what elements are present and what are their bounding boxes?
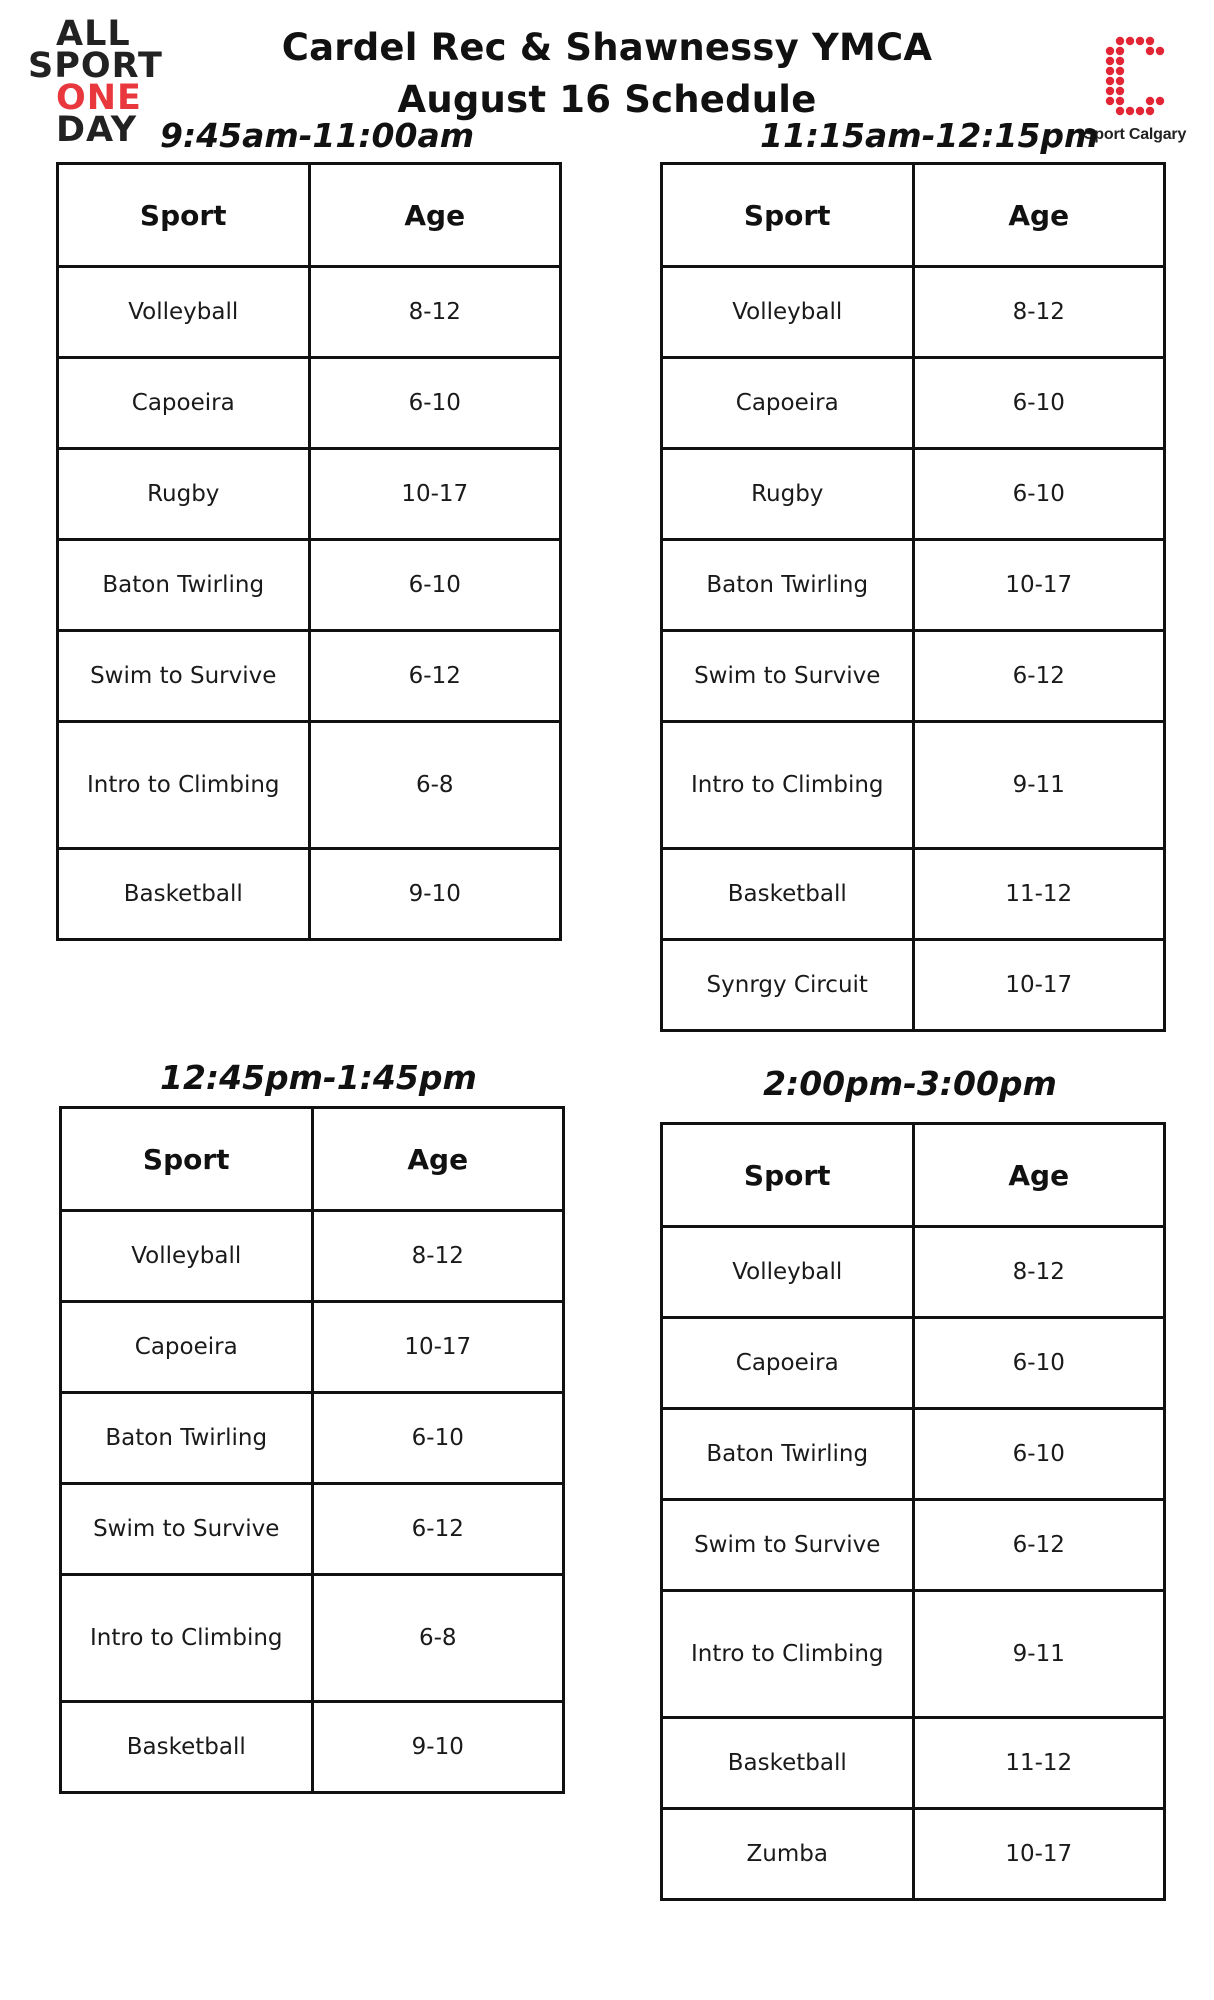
age-cell: 8-12: [913, 1227, 1165, 1318]
sport-cell: Swim to Survive: [662, 631, 914, 722]
table-row: [58, 449, 561, 540]
age-cell: 6-10: [309, 358, 561, 449]
logo-dot: [1116, 107, 1124, 115]
sport-column-header: Sport: [58, 164, 310, 267]
logo-dot: [1116, 77, 1124, 85]
time-slot-3-title: 12:45pm-1:45pm: [160, 1058, 477, 1097]
table-row: [61, 1302, 564, 1393]
sport-cell: Swim to Survive: [58, 631, 310, 722]
sport-cell: Volleyball: [58, 267, 310, 358]
age-cell: 8-12: [309, 267, 561, 358]
sport-cell: Rugby: [58, 449, 310, 540]
age-cell: 11-12: [913, 849, 1165, 940]
age-cell: 11-12: [913, 1718, 1165, 1809]
logo-dot: [1146, 97, 1154, 105]
table-row: [58, 631, 561, 722]
table-row: [58, 722, 561, 849]
time-slot-4-title: 2:00pm-3:00pm: [763, 1064, 1057, 1103]
table-row: [662, 1718, 1165, 1809]
sport-cell: Rugby: [662, 449, 914, 540]
logo-dot: [1116, 87, 1124, 95]
table-header-row: [61, 1108, 564, 1211]
age-cell: 6-12: [913, 1500, 1165, 1591]
time-slot-2-title: 11:15am-12:15pm: [760, 116, 1099, 155]
logo-dot: [1106, 77, 1114, 85]
sport-cell: Volleyball: [662, 1227, 914, 1318]
sport-cell: Swim to Survive: [61, 1484, 313, 1575]
age-cell: 6-8: [312, 1575, 564, 1702]
table-row: [662, 449, 1165, 540]
age-cell: 10-17: [309, 449, 561, 540]
logo-dot: [1106, 57, 1114, 65]
schedule-table-slot-3: [59, 1106, 565, 1794]
logo-dot: [1126, 107, 1134, 115]
logo-dot: [1106, 97, 1114, 105]
age-cell: 10-17: [913, 1809, 1165, 1900]
age-cell: 9-11: [913, 1591, 1165, 1718]
table-row: [662, 1318, 1165, 1409]
logo-dot: [1106, 67, 1114, 75]
logo-dot: [1116, 57, 1124, 65]
table-row: [662, 1591, 1165, 1718]
logo-dot: [1156, 47, 1164, 55]
table-row: [662, 267, 1165, 358]
table-row: [61, 1702, 564, 1793]
age-cell: 9-10: [312, 1702, 564, 1793]
table-row: [662, 1409, 1165, 1500]
schedule-table-slot-2: [660, 162, 1166, 1032]
logo-dot: [1116, 97, 1124, 105]
age-cell: 6-8: [309, 722, 561, 849]
age-cell: 10-17: [913, 940, 1165, 1031]
sport-calgary-mark-icon: [1103, 36, 1167, 120]
table-row: [662, 1809, 1165, 1900]
sport-cell: Capoeira: [61, 1302, 313, 1393]
age-cell: 9-11: [913, 722, 1165, 849]
age-column-header: Age: [312, 1108, 564, 1211]
age-cell: 8-12: [913, 267, 1165, 358]
logo-dot: [1136, 107, 1144, 115]
table-row: [58, 267, 561, 358]
table-row: [662, 631, 1165, 722]
table-row: [662, 849, 1165, 940]
logo-dot: [1126, 37, 1134, 45]
logo-dot: [1116, 67, 1124, 75]
table-header-row: [662, 164, 1165, 267]
logo-dot: [1146, 107, 1154, 115]
sport-cell: Intro to Climbing: [61, 1575, 313, 1702]
logo-line-day: DAY: [56, 110, 138, 150]
logo-dot: [1116, 37, 1124, 45]
logo-dot: [1156, 97, 1164, 105]
table-header-row: [58, 164, 561, 267]
sport-cell: Intro to Climbing: [662, 722, 914, 849]
title-line-date: August 16 Schedule: [397, 78, 817, 121]
sport-cell: Baton Twirling: [58, 540, 310, 631]
age-cell: 9-10: [309, 849, 561, 940]
logo-dot: [1106, 47, 1114, 55]
age-column-header: Age: [913, 164, 1165, 267]
sport-cell: Baton Twirling: [662, 1409, 914, 1500]
sport-cell: Zumba: [662, 1809, 914, 1900]
table-row: [58, 358, 561, 449]
table-row: [61, 1575, 564, 1702]
sport-cell: Baton Twirling: [662, 540, 914, 631]
sport-column-header: Sport: [662, 1124, 914, 1227]
age-cell: 6-10: [913, 1409, 1165, 1500]
logo-line-sport: SPORT: [28, 46, 163, 86]
page-title: [0, 22, 1214, 126]
age-cell: 6-10: [913, 449, 1165, 540]
table-row: [662, 358, 1165, 449]
age-cell: 10-17: [312, 1302, 564, 1393]
logo-dot: [1146, 37, 1154, 45]
sport-cell: Capoeira: [662, 358, 914, 449]
sport-cell: Basketball: [662, 1718, 914, 1809]
age-cell: 6-12: [309, 631, 561, 722]
age-cell: 8-12: [312, 1211, 564, 1302]
sport-cell: Basketball: [61, 1702, 313, 1793]
table-row: [662, 722, 1165, 849]
table-row: [662, 540, 1165, 631]
sport-calgary-caption: Sport Calgary: [1083, 126, 1187, 143]
table-row: [58, 540, 561, 631]
schedule-table-slot-1: [56, 162, 562, 941]
sport-cell: Basketball: [58, 849, 310, 940]
time-slot-1-title: 9:45am-11:00am: [160, 116, 475, 155]
logo-dot: [1146, 47, 1154, 55]
sport-cell: Volleyball: [662, 267, 914, 358]
logo-dot: [1136, 37, 1144, 45]
age-cell: 6-10: [312, 1393, 564, 1484]
sport-column-header: Sport: [662, 164, 914, 267]
table-row: [58, 849, 561, 940]
table-row: [61, 1211, 564, 1302]
table-row: [662, 1227, 1165, 1318]
age-cell: 6-12: [913, 631, 1165, 722]
age-cell: 6-10: [913, 1318, 1165, 1409]
age-cell: 6-10: [913, 358, 1165, 449]
sport-cell: Capoeira: [662, 1318, 914, 1409]
sport-cell: Intro to Climbing: [58, 722, 310, 849]
sport-cell: Synrgy Circuit: [662, 940, 914, 1031]
table-row: [61, 1484, 564, 1575]
age-cell: 6-12: [312, 1484, 564, 1575]
table-row: [662, 1500, 1165, 1591]
sport-cell: Capoeira: [58, 358, 310, 449]
age-column-header: Age: [309, 164, 561, 267]
table-header-row: [662, 1124, 1165, 1227]
title-line-venue: Cardel Rec & Shawnessy YMCA: [281, 26, 933, 69]
logo-dot: [1116, 47, 1124, 55]
sport-cell: Intro to Climbing: [662, 1591, 914, 1718]
age-cell: 6-10: [309, 540, 561, 631]
sport-cell: Swim to Survive: [662, 1500, 914, 1591]
sport-cell: Basketball: [662, 849, 914, 940]
logo-line-all: ALL: [56, 14, 131, 54]
sport-cell: Baton Twirling: [61, 1393, 313, 1484]
sport-cell: Volleyball: [61, 1211, 313, 1302]
logo-dot: [1106, 87, 1114, 95]
age-column-header: Age: [913, 1124, 1165, 1227]
schedule-table-slot-4: [660, 1122, 1166, 1901]
table-row: [662, 940, 1165, 1031]
table-row: [61, 1393, 564, 1484]
age-cell: 10-17: [913, 540, 1165, 631]
logo-line-one: ONE: [56, 78, 142, 118]
sport-column-header: Sport: [61, 1108, 313, 1211]
